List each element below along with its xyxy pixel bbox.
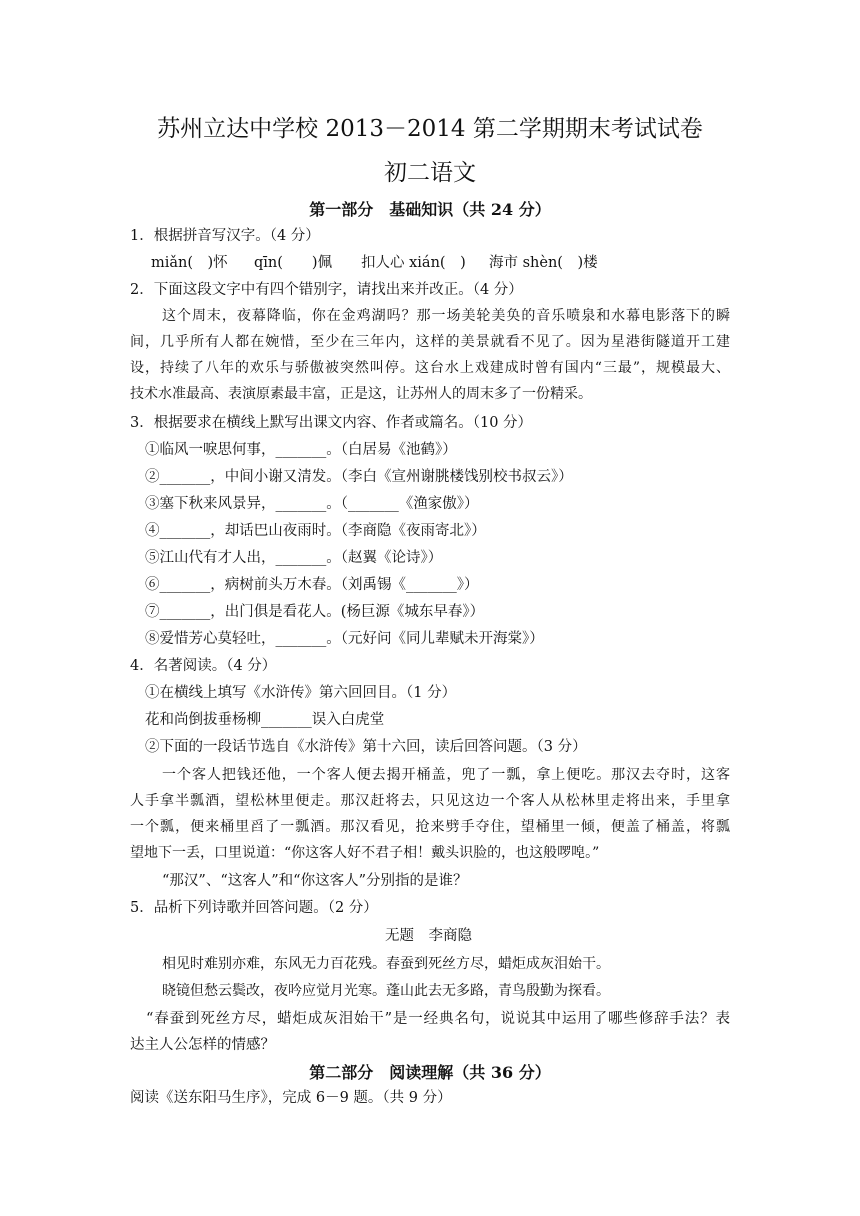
q2-passage-line: 技术水准最高、表演原素最丰富，正是这，让苏州人的周末多了一份精采。 xyxy=(130,386,592,402)
q4-passage-line: 一个客人把钱还他，一个客人便去揭开桶盖，兜了一瓢，拿上便吃。那汉去夺时，这客 xyxy=(162,767,730,783)
q3-stem: 3．根据要求在横线上默写出课文内容、作者或篇名。（10 分） xyxy=(130,415,533,431)
q1-item-1: miǎn( )怀 xyxy=(151,255,228,271)
q3-item: ⑥_______，病树前头万木春。（刘禹锡《_______》） xyxy=(145,577,479,593)
q5-poem-title: 无题 李商隐 xyxy=(385,928,472,944)
q3-item: ③塞下秋来风景异，_______。（_______《渔家傲》） xyxy=(145,496,479,512)
q4-stem: 4．名著阅读。（4 分） xyxy=(130,658,277,674)
q4-sub1: ①在横线上填写《水浒传》第六回回目。（1 分） xyxy=(145,685,457,701)
part2-intro: 阅读《送东阳马生序》，完成 6－9 题。（共 9 分） xyxy=(130,1090,452,1106)
q1-item-3: 扣人心 xián( ) xyxy=(361,255,466,271)
q5-question-line: 达主人公怎样的情感？ xyxy=(130,1037,275,1053)
q2-passage-line: 这个周末，夜幕降临，你在金鸡湖吗？那一场美轮美奂的音乐喷泉和水幕电影落下的瞬 xyxy=(162,308,730,324)
q3-item: ④_______，却话巴山夜雨时。（李商隐《夜雨寄北》） xyxy=(145,523,486,539)
q2-stem: 2．下面这段文字中有四个错别字，请找出来并改正。（4 分） xyxy=(130,282,523,298)
q3-item: ②_______，中间小谢又清发。（李白《宣州谢朓楼饯别校书叔云》） xyxy=(145,469,573,485)
q1-item-4: 海市 shèn( )楼 xyxy=(489,255,598,271)
exam-subtitle: 初二语文 xyxy=(384,160,476,186)
q3-item: ⑧爱惜芳心莫轻吐，_______。（元好问《同儿辈赋未开海棠》） xyxy=(145,631,544,647)
q4-sub1-answer: 花和尚倒拔垂杨柳_______误入白虎堂 xyxy=(145,712,385,728)
part2-heading: 第二部分 阅读理解（共 36 分） xyxy=(309,1063,551,1082)
q4-passage-line: 一个瓢，便来桶里舀了一瓢酒。那汉看见，抢来劈手夺住，望桶里一倾，便盖了桶盖，将瓢 xyxy=(130,819,730,835)
q4-sub2: ②下面的一段话节选自《水浒传》第十六回，读后回答问题。（3 分） xyxy=(145,739,587,755)
q3-item: ⑤江山代有才人出，_______。（赵翼《论诗》） xyxy=(145,550,443,566)
q3-item: ⑦_______，出门俱是看花人。(杨巨源《城东早春》） xyxy=(145,604,485,620)
q4-passage-line: 望地下一丢，口里说道：“你这客人好不君子相！戴头识脸的，也这般啰唣。” xyxy=(130,845,600,861)
q1-item-2: qīn( )佩 xyxy=(254,255,333,271)
q5-poem-line: 相见时难别亦难，东风无力百花残。春蚕到死丝方尽，蜡炬成灰泪始干。 xyxy=(162,956,610,972)
q1-stem: 1．根据拼音写汉字。（4 分） xyxy=(130,228,320,244)
exam-title: 苏州立达中学校 2013－2014 第二学期期末考试试卷 xyxy=(157,116,703,142)
q2-passage-line: 间，几乎所有人都在婉惜，至少在三年内，这样的美景就看不见了。因为星港街隧道开工建 xyxy=(130,334,730,350)
q3-item: ①临风一唳思何事，_______。（白居易《池鹤》） xyxy=(145,442,457,458)
q4-question: “那汉”、“这客人”和“你这客人”分别指的是谁？ xyxy=(162,873,468,889)
q5-stem: 5．品析下列诗歌并回答问题。（2 分） xyxy=(130,900,378,916)
q4-passage-line: 人手拿半瓢酒，望松林里便走。那汉赶将去，只见这边一个客人从松林里走将出来，手里拿 xyxy=(130,793,730,809)
q5-poem-line: 晓镜但愁云鬓改，夜吟应觉月光寒。蓬山此去无多路，青鸟殷勤为探看。 xyxy=(162,983,610,999)
part1-heading: 第一部分 基础知识（共 24 分） xyxy=(309,200,551,219)
q2-passage-line: 设，持续了八年的欢乐与骄傲被突然叫停。这台水上戏建成时曾有国内“三最”，规模最大、 xyxy=(130,360,730,376)
q5-question-line: “春蚕到死丝方尽，蜡炬成灰泪始干”是一经典名句，说说其中运用了哪些修辞手法？表 xyxy=(146,1011,730,1027)
